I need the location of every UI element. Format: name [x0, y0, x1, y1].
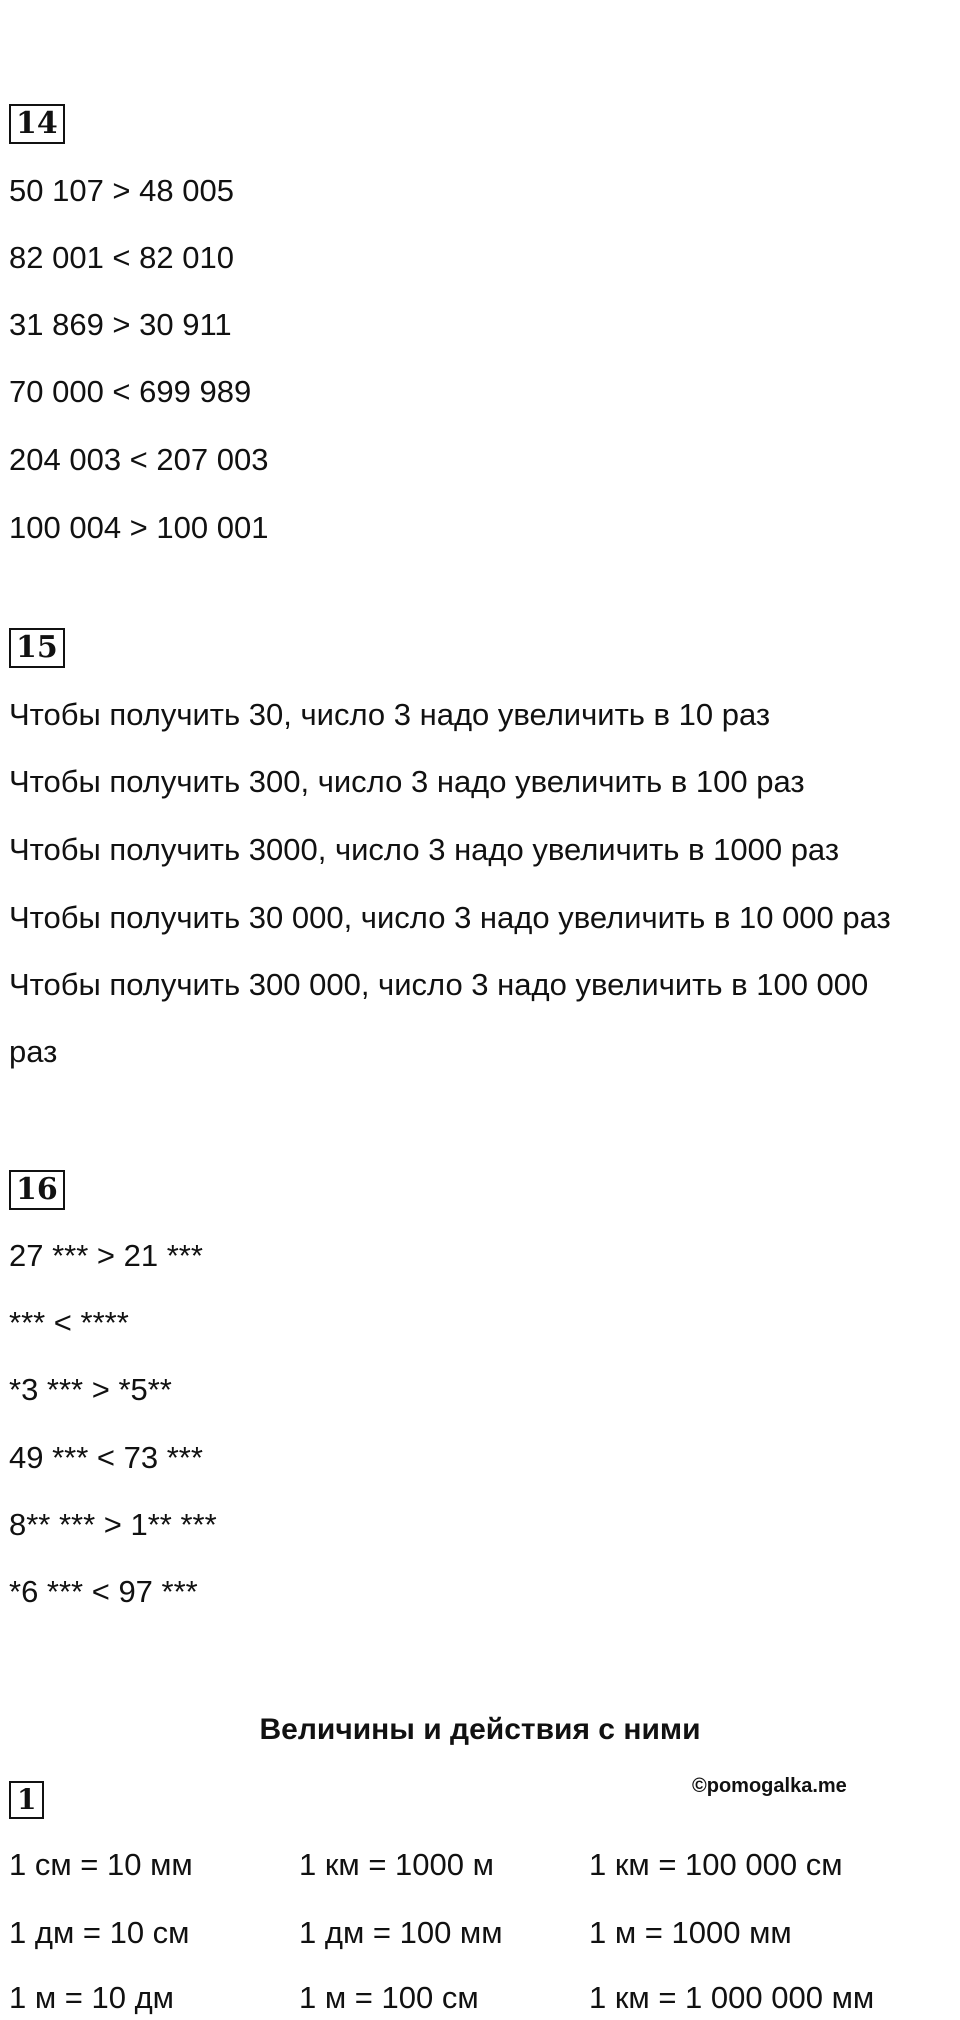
- comparison-line: *6 *** < 97 ***: [9, 1574, 198, 1609]
- answer-line: Чтобы получить 300 000, число 3 надо увеличить в 100 000: [9, 967, 869, 1002]
- unit-equation: 1 м = 100 см: [299, 1980, 479, 2015]
- answer-line: Чтобы получить 30, число 3 надо увеличить в 10 раз: [9, 697, 771, 732]
- comparison-line: 100 004 > 100 001: [9, 510, 269, 545]
- comparison-line: 49 *** < 73 ***: [9, 1440, 203, 1475]
- comparison-line: *** < ****: [9, 1305, 129, 1340]
- unit-equation: 1 дм = 100 мм: [299, 1915, 503, 1950]
- answer-line: Чтобы получить 30 000, число 3 надо увеличить в 10 000 раз: [9, 900, 891, 935]
- comparison-line: 70 000 < 699 989: [9, 374, 252, 409]
- answer-line: Чтобы получить 3000, число 3 надо увеличить в 1000 раз: [9, 832, 840, 867]
- task-number-1: 1: [9, 1781, 44, 1819]
- comparison-line: 82 001 < 82 010: [9, 240, 234, 275]
- comparison-line: 31 869 > 30 911: [9, 307, 232, 342]
- answer-line: Чтобы получить 300, число 3 надо увеличить в 100 раз: [9, 764, 805, 799]
- task-number-16: 16: [9, 1170, 65, 1210]
- watermark: ©pomogalka.me: [692, 1775, 847, 1797]
- chapter-heading: Величины и действия с ними: [259, 1713, 701, 1746]
- comparison-line: 204 003 < 207 003: [9, 442, 269, 477]
- unit-equation: 1 км = 1000 м: [299, 1847, 494, 1882]
- comparison-line: 27 *** > 21 ***: [9, 1238, 203, 1273]
- unit-equation: 1 км = 1 000 000 мм: [589, 1980, 875, 2015]
- unit-equation: 1 дм = 10 см: [9, 1915, 190, 1950]
- unit-equation: 1 м = 10 дм: [9, 1980, 174, 2015]
- comparison-line: *3 *** > *5**: [9, 1372, 172, 1407]
- unit-equation: 1 км = 100 000 см: [589, 1847, 843, 1882]
- unit-equation: 1 м = 1000 мм: [589, 1915, 792, 1950]
- unit-equation: 1 см = 10 мм: [9, 1847, 193, 1882]
- task-number-15: 15: [9, 628, 65, 668]
- comparison-line: 50 107 > 48 005: [9, 173, 234, 208]
- answer-line: раз: [9, 1034, 58, 1069]
- task-number-14: 14: [9, 104, 65, 144]
- comparison-line: 8** *** > 1** ***: [9, 1507, 217, 1542]
